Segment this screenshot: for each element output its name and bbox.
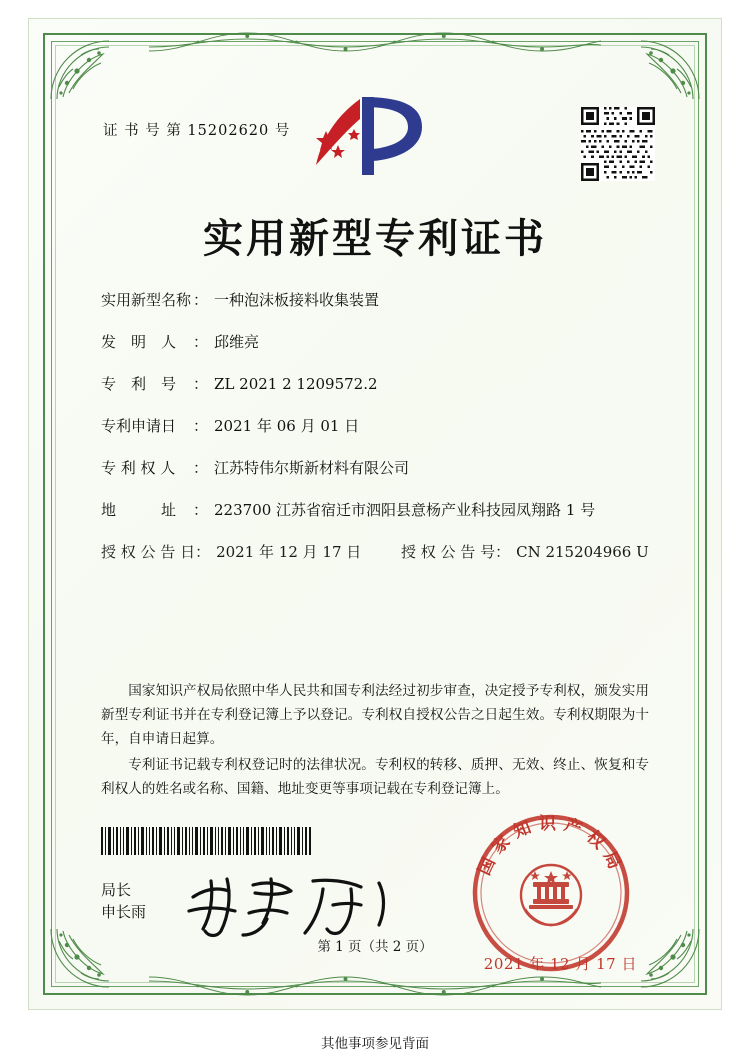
field-colon: ： [193, 375, 209, 393]
field-row-patentee [101, 457, 649, 478]
field-value: 一种泡沫板接料收集装置 [214, 291, 380, 309]
grant-number-label: 授 权 公 告 号 [401, 543, 496, 561]
handwritten-signature-icon [183, 867, 403, 943]
field-label: 专 利 号 [101, 375, 177, 393]
barcode-icon [101, 827, 313, 855]
certificate-content [73, 67, 677, 973]
field-value: ZL 2021 2 1209572.2 [214, 375, 378, 393]
certificate-number: 证 书 号 第 15202620 号 [103, 123, 291, 139]
field-colon: ： [193, 501, 209, 519]
director-name-label: 申长雨 [101, 903, 147, 921]
qr-code-icon [581, 107, 655, 181]
director-role-label: 局长 [101, 881, 132, 899]
grant-number-group [401, 541, 649, 562]
field-label: 发 明 人 [101, 333, 177, 351]
field-colon: ： [195, 543, 211, 561]
page-number: 第 1 页（共 2 页） [317, 939, 433, 955]
field-label: 实用新型名称 [101, 291, 192, 309]
field-colon: ： [193, 333, 209, 351]
patent-certificate [28, 18, 722, 1010]
field-row-grant [101, 541, 649, 562]
svg-text:国家知识产权局: 国家知识产权局 [474, 814, 628, 879]
field-label: 专 利 权 人 [101, 459, 176, 477]
field-colon: ： [193, 459, 209, 477]
back-side-note: 其他事项参见背面 [321, 1036, 429, 1052]
legal-paragraph: 专利证书记载专利权登记时的法律状况。专利权的转移、质押、无效、终止、恢复和专利权人的姓名或名称、国籍、地址变更等事项记载在专利登记簿上。 [101, 757, 649, 797]
grant-date-value: 2021 年 12 月 17 日 [216, 543, 362, 561]
field-value: 邱维亮 [214, 333, 260, 351]
field-list [101, 289, 649, 578]
field-value: 江苏特伟尔斯新材料有限公司 [214, 459, 410, 477]
legal-text-block [101, 679, 649, 803]
field-label: 地 址 [101, 501, 177, 519]
grant-date-group [101, 541, 401, 562]
field-colon: ： [193, 291, 209, 309]
field-label: 专利申请日 [101, 417, 177, 435]
page-title: 实用新型专利证书 [203, 215, 547, 262]
field-row-utility-model-name [101, 289, 649, 310]
field-colon: ： [193, 417, 209, 435]
cnipa-logo-icon [300, 89, 450, 189]
legal-paragraph: 国家知识产权局依照中华人民共和国专利法经过初步审查，决定授予专利权，颁发实用新型专利证书并在专利登记簿上予以登记。专利权自授权公告之日起生效。专利权期限为十年，自申请日起算。 [101, 683, 649, 747]
field-value: 223700 江苏省宿迁市泗阳县意杨产业科技园凤翔路 1 号 [214, 501, 596, 519]
signature-block [101, 879, 146, 923]
field-value: 2021 年 06 月 01 日 [214, 417, 360, 435]
field-row-application-date [101, 415, 649, 436]
field-colon: ： [495, 543, 511, 561]
field-row-patent-number [101, 373, 649, 394]
grant-date-label: 授 权 公 告 日 [101, 543, 196, 561]
grant-number-value: CN 215204966 U [516, 543, 649, 561]
field-row-address [101, 499, 649, 520]
field-row-inventor [101, 331, 649, 352]
seal-date: 2021 年 12 月 17 日 [483, 955, 637, 973]
